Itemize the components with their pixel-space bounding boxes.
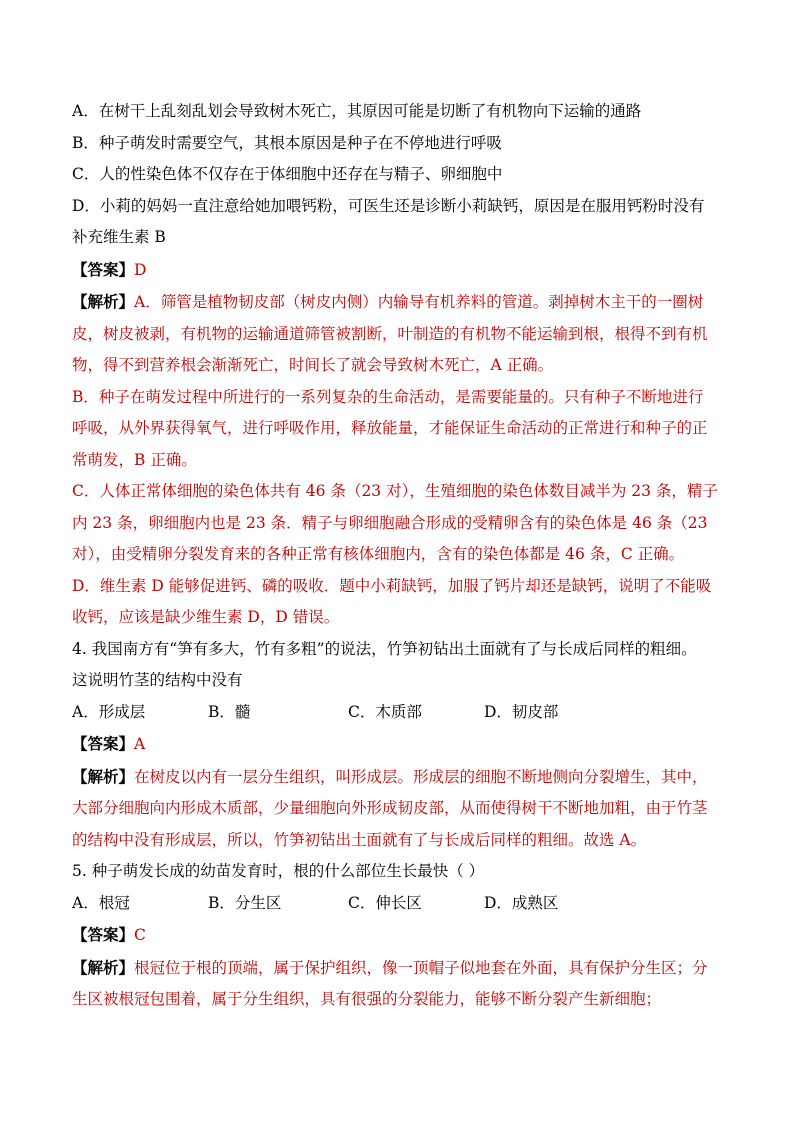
q3-answer (72, 254, 724, 287)
answer-label: 【答案】 (72, 259, 135, 279)
q4-options (72, 697, 724, 729)
q3-analysis-b-line2: 呼吸，从外界获得氧气，进行呼吸作用，释放能量，才能保证生命活动的正常进行和种子的正 (72, 419, 708, 437)
q3-analysis-d-line2: 收钙，应该是缺少维生素 D，D 错误。 (72, 608, 340, 626)
q3-option-c: C．人的性染色体不仅存在于体细胞中还存在与精子、卵细胞中 (72, 165, 503, 183)
analysis-label: 【解析】 (72, 292, 135, 311)
q5-stem: 5. 种子萌发长成的幼苗发育时，根的什么部位生长最快（ ） (72, 862, 485, 880)
q5-option-d: D．成熟区 (484, 893, 559, 912)
q5-option-b: B．分生区 (208, 893, 282, 912)
q5-options (72, 888, 724, 920)
answer-value: D (134, 260, 147, 279)
q3-analysis-c-line2: 内 23 条，卵细胞内也是 23 条．精子与卵细胞融合形成的受精卵含有的染色体是 46 条（23 (72, 513, 708, 532)
q5-option-a: A．根冠 (72, 893, 130, 912)
analysis-text: 在树皮以内有一层分生组织，叫形成层。形成层的细胞不断地侧向分裂增生，其中， (134, 767, 708, 786)
q4-option-a: A．形成层 (72, 702, 146, 721)
q4-option-d: D．韧皮部 (484, 702, 559, 721)
q5-analysis-line1 (72, 952, 724, 985)
q3-analysis-b-line3: 常萌发，B 正确。 (72, 450, 197, 469)
q4-analysis-line3: 的结构中没有形成层，所以，竹笋初钻出土面就有了与长成后同样的粗细。故选 A。 (72, 830, 647, 849)
q3-analysis-a-line2: 皮，树皮被剥，有机物的运输通道筛管被割断，叶制造的有机物不能运输到根，根得不到有机 (72, 324, 708, 343)
answer-value: C (134, 926, 146, 944)
q3-option-a: A．在树干上乱刻乱划会导致树木死亡，其原因可能是切断了有机物向下运输的通路 (72, 102, 642, 120)
q4-stem-line1: 4. 我国南方有“笋有多大，竹有多粗”的说法，竹笋初钻出土面就有了与长成后同样的粗细。 (72, 639, 697, 658)
analysis-text: 根冠位于根的顶端，属于保护组织，像一顶帽子似地套在外面，具有保护分生区；分 (134, 958, 708, 977)
q3-analysis-a-line3: 物，得不到营养根会渐渐死亡，时间长了就会导致树木死亡，A 正确。 (72, 356, 554, 374)
q4-option-c: C．木质部 (348, 702, 422, 721)
analysis-label: 【解析】 (72, 957, 135, 977)
analysis-text: A．筛管是植物韧皮部（树皮内侧）内输导有机养料的管道。剥掉树木主干的一圈树 (134, 293, 704, 311)
q3-analysis-c-line1: C．人体正常体细胞的染色体共有 46 条（23 对），生殖细胞的染色体数目减半为 23 条，精子 (72, 482, 718, 500)
q3-analysis-b-line1: B．种子在萌发过程中所进行的一系列复杂的生命活动，是需要能量的。只有种子不断地进行 (72, 387, 704, 406)
q4-analysis-line2: 大部分细胞向内形成木质部，少量细胞向外形成韧皮部，从而使得树干不断地加粗，由于竹茎 (72, 799, 708, 817)
q3-analysis-a-line1 (72, 286, 724, 319)
q4-option-b: B．髓 (208, 702, 251, 721)
q4-stem-line2: 这说明竹茎的结构中没有 (72, 671, 243, 689)
q4-answer (72, 728, 724, 761)
q3-option-d-line1: D．小莉的妈妈一直注意给她加喂钙粉，可医生还是诊断小莉缺钙，原因是在服用钙粉时没有 (72, 196, 705, 215)
q3-option-d-line2: 补充维生素 B (72, 228, 166, 246)
answer-value: A (134, 735, 146, 753)
q4-analysis-line1 (72, 761, 724, 794)
q5-option-c: C．伸长区 (348, 893, 422, 912)
answer-label: 【答案】 (72, 925, 135, 944)
q5-answer (72, 919, 724, 952)
answer-label: 【答案】 (72, 734, 135, 753)
q3-analysis-c-line3: 对），由受精卵分裂发育来的各种正常有核体细胞内，含有的染色体都是 46 条，C 正确。 (72, 545, 685, 563)
q5-analysis-line2: 生区被根冠包围着，属于分生组织，具有很强的分裂能力，能够不断分裂产生新细胞； (72, 990, 662, 1008)
analysis-label: 【解析】 (72, 766, 135, 786)
q3-option-b: B．种子萌发时需要空气，其根本原因是种子在不停地进行呼吸 (72, 133, 502, 152)
q3-analysis-d-line1: D．维生素 D 能够促进钙、磷的吸收．题中小莉缺钙，加服了钙片却还是缺钙，说明了不能吸 (72, 576, 712, 595)
document-content (72, 96, 724, 1016)
